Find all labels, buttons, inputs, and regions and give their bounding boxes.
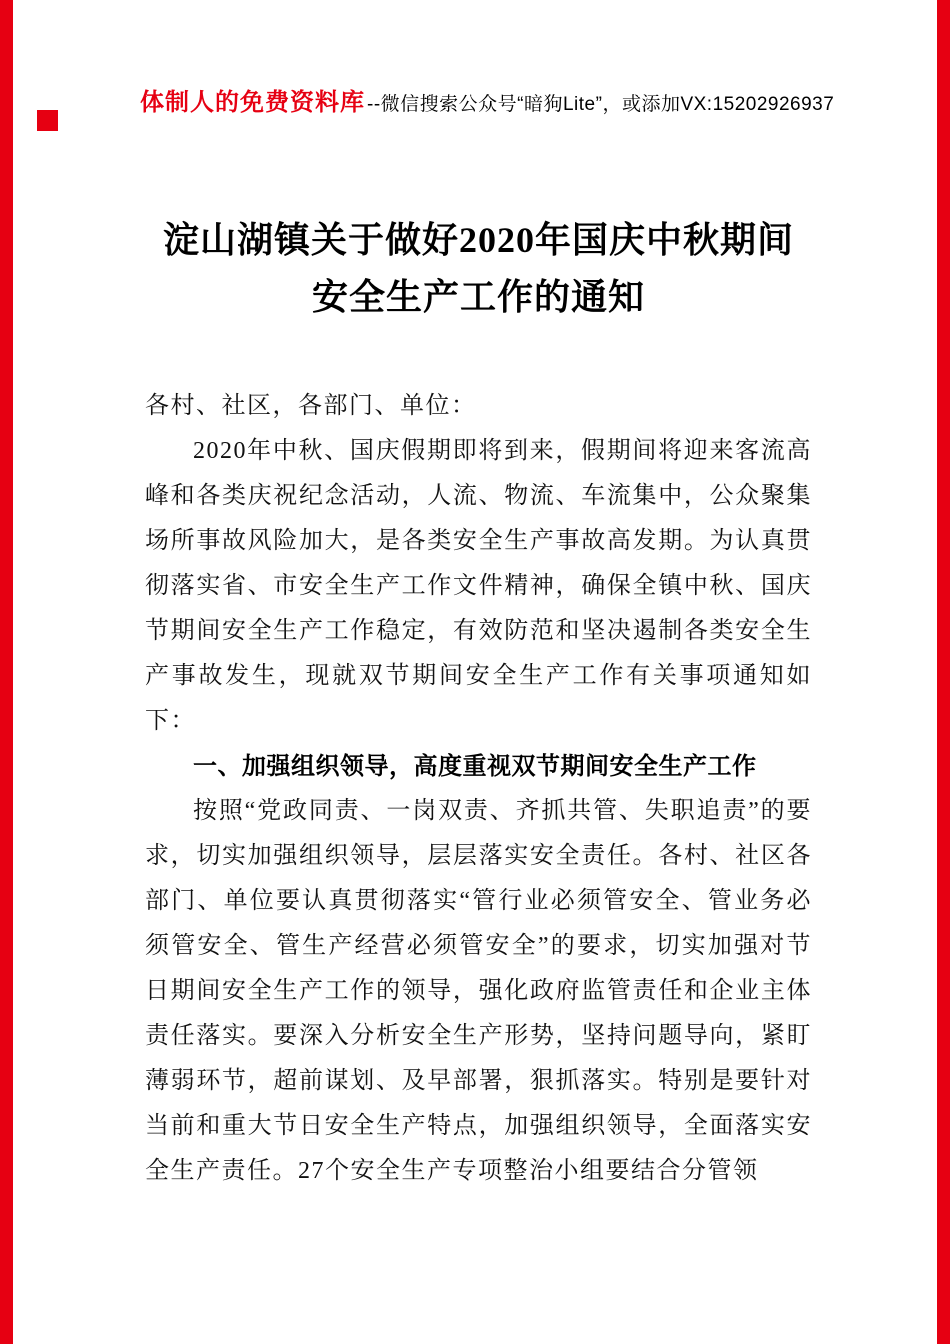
intro-paragraph: 2020年中秋、国庆假期即将到来，假期间将迎来客流高峰和各类庆祝纪念活动，人流、物流、车流集中，公众聚集场所事故风险加大，是各类安全生产事故高发期。为认真贯彻落实省、市安全生产工作文件精神，确保全镇中秋、国庆节期间安全生产工作稳定，有效防范和坚决遏制各类安全生产事故发生，现就双节期间安全生产工作有关事项通知如下： <box>145 438 812 734</box>
document-content <box>145 0 812 1194</box>
header-brand-text: 体制人的免费资料库 <box>140 89 365 116</box>
left-border-bar <box>0 0 13 1344</box>
header-subtitle-text: --微信搜索公众号“暗狗Lite”，或添加VX:15202926937 <box>367 94 835 115</box>
section-paragraph: 按照“党政同责、一岗双责、齐抓共管、失职追责”的要求，切实加强组织领导，层层落实安全责任。各村、社区各部门、单位要认真贯彻落实“管行业必须管安全、管业务必须管安全、管生产经营必须管安全”的要求，切实加强对节日期间安全生产工作的领导，强化政府监管责任和企业主体责任落实。要深入分析安全生产形势，坚持问题导向，紧盯薄弱环节，超前谋划、及早部署，狠抓落实。特别是要针对当前和重大节日安全生产特点，加强组织领导，全面落实安全生产责任。27个安全生产专项整治小组要结合分管领 <box>145 798 812 1184</box>
salutation: 各村、社区，各部门、单位： <box>145 393 477 419</box>
red-square-mark <box>37 110 58 131</box>
right-border-bar <box>937 0 950 1344</box>
section-heading: 一、加强组织领导，高度重视双节期间安全生产工作 <box>193 753 757 780</box>
document-body <box>145 384 812 1194</box>
document-title: 淀山湖镇关于做好2020年国庆中秋期间安全生产工作的通知 <box>162 220 794 317</box>
